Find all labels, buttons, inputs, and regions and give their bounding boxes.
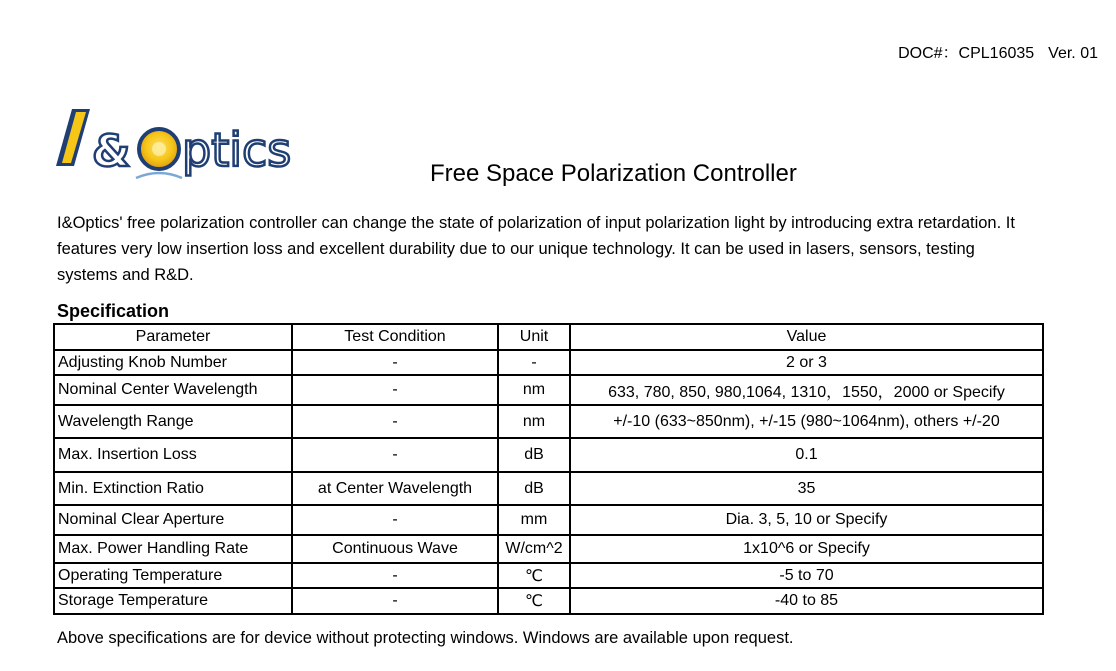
cell-value: 2 or 3 (570, 350, 1043, 375)
table-row (54, 375, 1043, 405)
cell-value: -40 to 85 (570, 588, 1043, 614)
cell-parameter: Operating Temperature (54, 563, 292, 588)
cell-parameter: Max. Insertion Loss (54, 438, 292, 472)
cell-parameter: Adjusting Knob Number (54, 350, 292, 375)
cell-condition: - (292, 350, 498, 375)
cell-condition: - (292, 563, 498, 588)
cell-condition: - (292, 375, 498, 405)
logo-optic-dot-core (152, 142, 166, 156)
intro-paragraph: I&Optics' free polarization controller can change the state of polarization of input polarization light by introducing extra retardation. It features very low insertion loss and excellent durability due to our unique technology. It can be used in lasers, sensors, testing systems and R&D. (57, 214, 1015, 284)
cell-unit: ℃ (498, 563, 570, 588)
spec-table-header-row (54, 324, 1043, 350)
cell-value: 0.1 (570, 438, 1043, 472)
cell-parameter: Storage Temperature (54, 588, 292, 614)
logo-ampersand: & (92, 126, 131, 177)
cell-condition: - (292, 438, 498, 472)
column-header-parameter: Parameter (54, 324, 292, 350)
column-header-test-condition: Test Condition (292, 324, 498, 350)
logo-wordmark: ptics (182, 123, 292, 177)
cell-condition: - (292, 588, 498, 614)
product-title: Free Space Polarization Controller (430, 160, 797, 187)
doc-number-line (898, 40, 1098, 63)
cell-value: 633, 780, 850, 980,1064, 1310，1550，2000 or Specify (570, 375, 1043, 405)
cell-parameter: Nominal Center Wavelength (54, 375, 292, 405)
cell-unit: nm (498, 375, 570, 405)
cell-value: Dia. 3, 5, 10 or Specify (570, 505, 1043, 535)
cell-parameter: Nominal Clear Aperture (54, 505, 292, 535)
logo-swoosh (136, 173, 182, 178)
cell-condition: Continuous Wave (292, 535, 498, 563)
cell-condition: - (292, 505, 498, 535)
table-row (54, 535, 1043, 563)
cell-value: +/-10 (633~850nm), +/-15 (980~1064nm), others +/-20 (570, 405, 1043, 438)
spec-heading: Specification (57, 301, 170, 321)
cell-parameter: Max. Power Handling Rate (54, 535, 292, 563)
cell-parameter: Min. Extinction Ratio (54, 472, 292, 505)
cell-unit: mm (498, 505, 570, 535)
table-row (54, 563, 1043, 588)
cell-unit: ℃ (498, 588, 570, 614)
table-row (54, 588, 1043, 614)
table-row (54, 405, 1043, 438)
table-row (54, 472, 1043, 505)
cell-unit: nm (498, 405, 570, 438)
cell-parameter: Wavelength Range (54, 405, 292, 438)
spec-table (53, 323, 1044, 615)
company-logo (56, 106, 314, 190)
cell-unit: dB (498, 472, 570, 505)
cell-condition: at Center Wavelength (292, 472, 498, 505)
table-row (54, 350, 1043, 375)
cell-unit: - (498, 350, 570, 375)
doc-version: Ver. 01 (1048, 45, 1098, 62)
cell-unit: dB (498, 438, 570, 472)
company-logo-graphic (56, 106, 314, 190)
cell-condition: - (292, 405, 498, 438)
doc-number: DOC#：CPL16035 (898, 45, 1035, 62)
table-row (54, 438, 1043, 472)
column-header-unit: Unit (498, 324, 570, 350)
cell-value: 1x10^6 or Specify (570, 535, 1043, 563)
table-row (54, 505, 1043, 535)
cell-value: 35 (570, 472, 1043, 505)
column-header-value: Value (570, 324, 1043, 350)
footnote: Above specifications are for device without protecting windows. Windows are available upon request. (57, 629, 794, 647)
cell-unit: W/cm^2 (498, 535, 570, 563)
cell-value: -5 to 70 (570, 563, 1043, 588)
